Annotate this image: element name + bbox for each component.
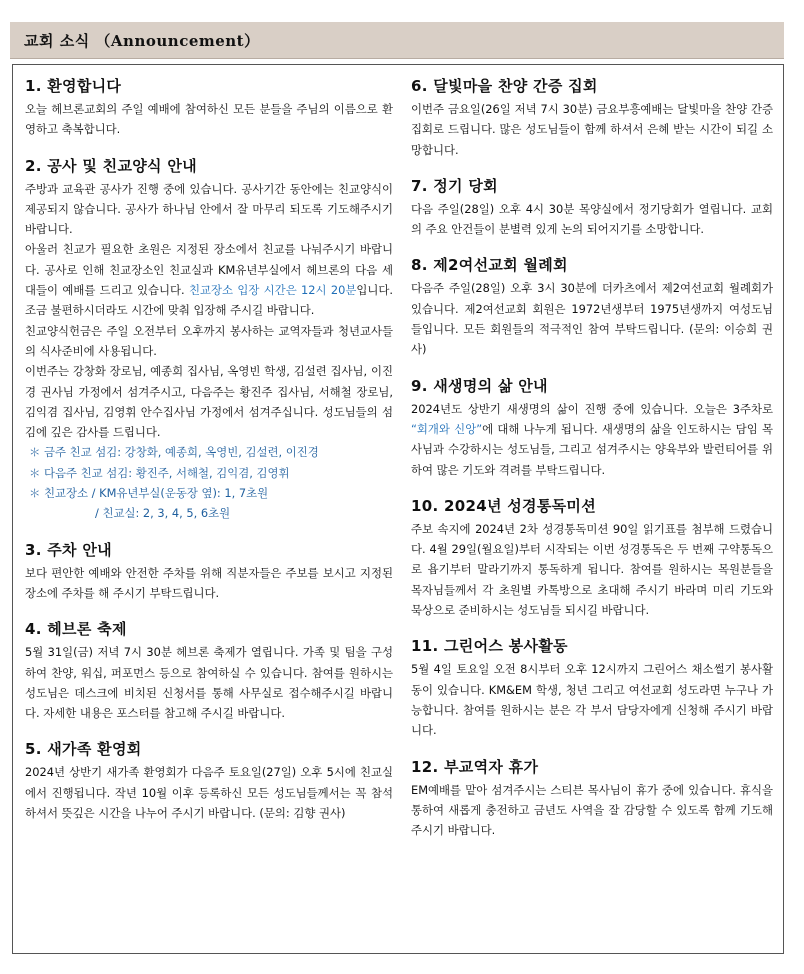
- section-body: EM예배를 맡아 섬겨주시는 스티븐 목사님이 휴가 중에 있습니다. 휴식을 통하여 새롭게 충전하고 금년도 사역을 잘 감당할 수 있도록 함께 기도해 주시기 바랍니다.: [411, 782, 773, 838]
- section-newcomer: [25, 738, 393, 823]
- section-title: 1. 환영합니다: [25, 77, 122, 95]
- section-body: 오늘 헤브론교회의 주일 예배에 참여하신 모든 분들을 주님의 이름으로 환영하고 축복합니다.: [25, 102, 393, 137]
- section-title: 9. 새생명의 삶 안내: [411, 376, 548, 395]
- section-construction: [25, 155, 393, 524]
- section-title: 12. 부교역자 휴가: [411, 757, 539, 776]
- section-paragraph: 친교양식헌금은 주일 오전부터 오후까지 봉사하는 교역자들과 청년교사들의 식사준비에 사용됩니다.: [25, 323, 393, 358]
- section-bible-reading: [411, 495, 773, 620]
- section-title: 7. 정기 당회: [411, 176, 498, 195]
- section-body: 5월 31일(금) 저녁 7시 30분 헤브론 축제가 열립니다. 가족 및 팀을 구성하여 찬양, 워십, 퍼포먼스 등으로 참여하실 수 있습니다. 참여를 원하시는 성도님은 데스크에 비치된 신청서를 통해 사무실로 접수해주시길 바랍니다. 자세한 내용은 포스터를 참고해 주시길 바랍니다.: [25, 645, 393, 721]
- section-paragraph: 이번주는 강창화 장로님, 예종희 집사님, 옥영빈 학생, 김설련 집사님, 이진경 권사님 가정에서 섬겨주시고, 다음주는 황진주 집사님, 서해철 장로님, 김익겸 집사님, 김영휘 안수집사님 가정에서 섬겨주십니다. 성도님들의 섬김에 깊은 감사를 드립니다.: [25, 364, 393, 440]
- section-body: [411, 399, 773, 480]
- section-title: 10. 2024년 성경통독미션: [411, 496, 596, 515]
- header-title-en: （Announcement）: [95, 32, 260, 50]
- list-item: ＊ 친교장소 / KM유년부실(운동장 옆): 1, 7초원: [29, 486, 269, 501]
- section-new-life: [411, 375, 773, 480]
- section-parking: [25, 539, 393, 604]
- highlight-text: 친교장소 입장 시간은 12시 20분: [189, 283, 357, 298]
- section-session: [411, 175, 773, 240]
- section-body: 5월 4일 토요일 오전 8시부터 오후 12시까지 그린어스 채소썰기 봉사활동이 있습니다. KM&EM 학생, 청년 그리고 여선교회 성도라면 누구나 가능합니다. 참여를 원하시는 분은 각 부서 담당자에게 신청해 주시기 바랍니다.: [411, 662, 773, 738]
- section-title: 6. 달빛마을 찬양 간증 집회: [411, 77, 598, 95]
- section-volunteer: [411, 635, 773, 740]
- section-paragraph: 주방과 교육관 공사가 진행 중에 있습니다. 공사기간 동안에는 친교양식이 제공되지 않습니다. 공사가 하나님 안에서 잘 마무리 되도록 기도해주시기 바랍니다.: [25, 181, 393, 237]
- section-title: 3. 주차 안내: [25, 540, 112, 559]
- list-item: / 친교실: 2, 3, 4, 5, 6초원: [95, 506, 231, 521]
- section-paragraph: [25, 239, 393, 320]
- section-title: 8. 제2여선교회 월례회: [411, 256, 568, 275]
- announcement-frame: [12, 64, 784, 954]
- left-column: [25, 71, 393, 838]
- section-title: 11. 그린어스 봉사활동: [411, 637, 568, 656]
- section-title: 5. 새가족 환영회: [25, 740, 142, 759]
- paragraph-text: 에 대해 나누게 됩니다. 새생명의 삶을 인도하시는 담임 목사님과 수강하시는 성도님들, 그리고 섬겨주시는 양육부와 발런티어를 위하여 많은 기도와 격려를 부탁드립니다.: [411, 421, 773, 477]
- section-title: 4. 헤브론 축제: [25, 620, 127, 639]
- section-festival: [25, 618, 393, 723]
- paragraph-text: 2024년도 상반기 새생명의 삶이 진행 중에 있습니다. 오늘은 3주차로: [411, 401, 773, 416]
- section-body: 보다 편안한 예배와 안전한 주차를 위해 직분자들은 주보를 보시고 지정된 장소에 주차를 해 주시기 부탁드립니다.: [25, 565, 393, 600]
- right-column: [411, 71, 773, 855]
- list-item: ＊ 금주 친교 섬김: 강창화, 예종희, 옥영빈, 김설련, 이진경: [29, 445, 319, 460]
- fellowship-list: [25, 442, 393, 523]
- section-praise-meeting: [411, 75, 773, 160]
- section-welcome: [25, 75, 393, 140]
- section-body: 다음주 주일(28일) 오후 3시 30분에 더카츠에서 제2여선교회 월례회가 있습니다. 제2여선교회 회원은 1972년생부터 1975년생까지 여성도님들입니다. 모든 회원들의 적극적인 참여 부탁드립니다. (문의: 이승희 권사): [411, 281, 773, 357]
- section-body: 주보 속지에 2024년 2차 성경통독미션 90일 읽기표를 첨부해 드렸습니다. 4월 29일(월요일)부터 시작되는 이번 성경통독은 두 번째 구약통독으로 욥기부터 말라기까지 통독하게 됩니다. 참여를 원하시는 목원분들을 목자님들께서 각 초원별 카톡방으로 초대해 주시기 바라며 미리 기도와 묵상으로 준비하시는 성도님들 되시길 바랍니다.: [411, 521, 773, 618]
- section-body: 이번주 금요일(26일 저녁 7시 30분) 금요부흥예배는 달빛마을 찬양 간증 집회로 드립니다. 많은 성도님들이 함께 하셔서 은혜 받는 시간이 되길 소망합니다.: [411, 102, 773, 157]
- announcement-header: [10, 22, 784, 59]
- section-womens-meeting: [411, 254, 773, 359]
- paragraph-text: 입니다. 조금 불편하시더라도 시간에 맞춰 입장해 주시길 바랍니다.: [25, 283, 393, 318]
- section-vacation: [411, 756, 773, 841]
- header-title-ko: 교회 소식: [24, 32, 90, 50]
- section-body: 2024년 상반기 새가족 환영회가 다음주 토요일(27일) 오후 5시에 친교실에서 진행됩니다. 작년 10월 이후 등록하신 모든 성도님들께서는 꼭 참석하셔서 뜻깊은 시간을 나누어 주시기 바랍니다. (문의: 김향 권사): [25, 765, 393, 821]
- list-item: ＊ 다음주 친교 섬김: 황진주, 서해철, 김익겸, 김영휘: [29, 465, 290, 480]
- highlight-text: “회개와 신앙”: [411, 421, 483, 436]
- header-title: [24, 30, 260, 51]
- paragraph-text: 아울러 친교가 필요한 초원은 지정된 장소에서 친교를 나눠주시기 바랍니다. 공사로 인해 친교장소인 친교실과 KM유년부실에서 헤브론의 다음 세대들이 예배를 드리고 있습니다.: [25, 242, 393, 298]
- section-title: 2. 공사 및 친교양식 안내: [25, 156, 197, 175]
- section-body: 다음 주일(28일) 오후 4시 30분 목양실에서 정기당회가 열립니다. 교회의 주요 안건들이 분별력 있게 논의 되어지기를 소망합니다.: [411, 201, 773, 237]
